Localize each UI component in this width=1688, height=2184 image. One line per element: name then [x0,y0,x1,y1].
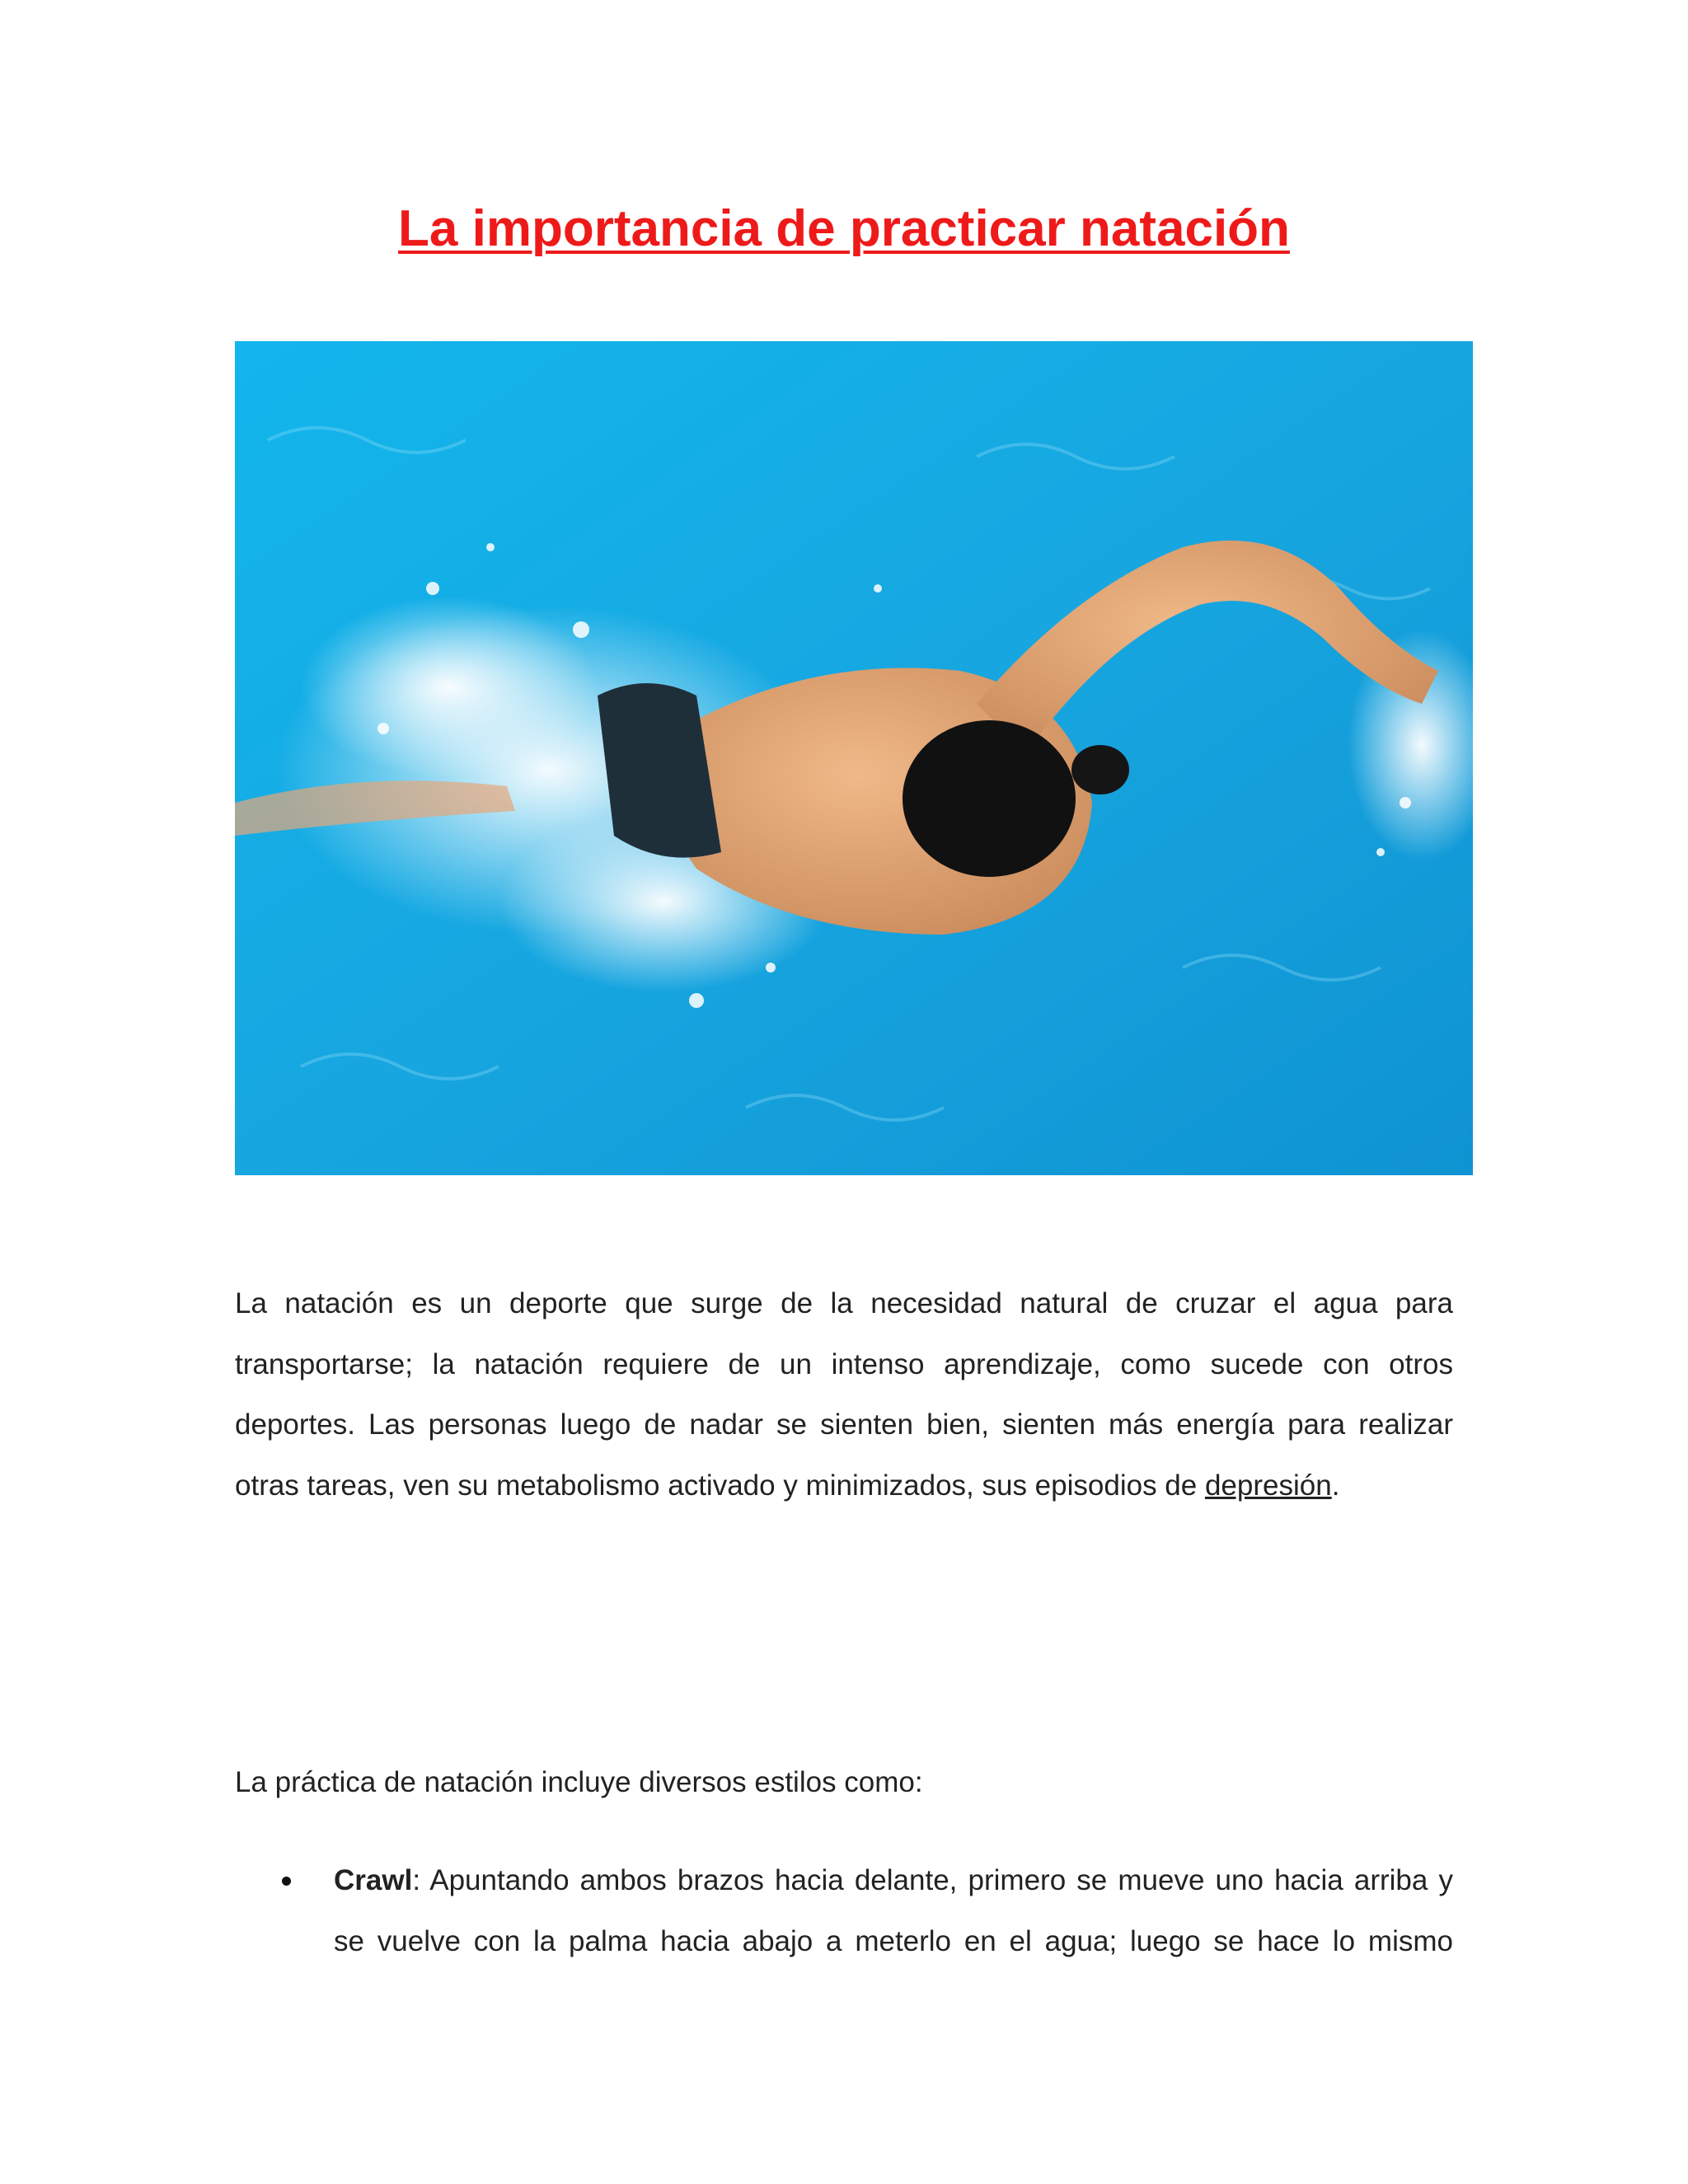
swimmer-photo [235,341,1473,1175]
styles-intro: La práctica de natación incluye diversos estilos como: [235,1766,923,1798]
intro-text: La natación es un deporte que surge de la necesidad natural de cruzar el agua para transportarse; la natación requiere de un intenso aprendizaje, como sucede con otros deportes. Las personas luego de nadar se sienten bien, sienten más energía para realizar otras tareas, ven su metabolismo activado y minimizados, sus episodios de [235,1287,1453,1502]
intro-paragraph [235,1273,1453,1516]
depresion-link[interactable]: depresión [1204,1469,1332,1502]
list-item [235,1850,1453,1971]
intro-text-end: . [1331,1469,1340,1502]
styles-list [235,1850,1453,1971]
bullet-icon [282,1877,291,1886]
style-term: Crawl [334,1864,413,1896]
document-title: La importancia de practicar natación [398,200,1290,257]
swimmer-illustration [235,341,1473,1175]
style-description: : Apuntando ambos brazos hacia delante, primero se mueve uno hacia arriba y se vuelve con la palma hacia abajo a meterlo en el agua; luego se hace lo mismo [334,1864,1453,1957]
